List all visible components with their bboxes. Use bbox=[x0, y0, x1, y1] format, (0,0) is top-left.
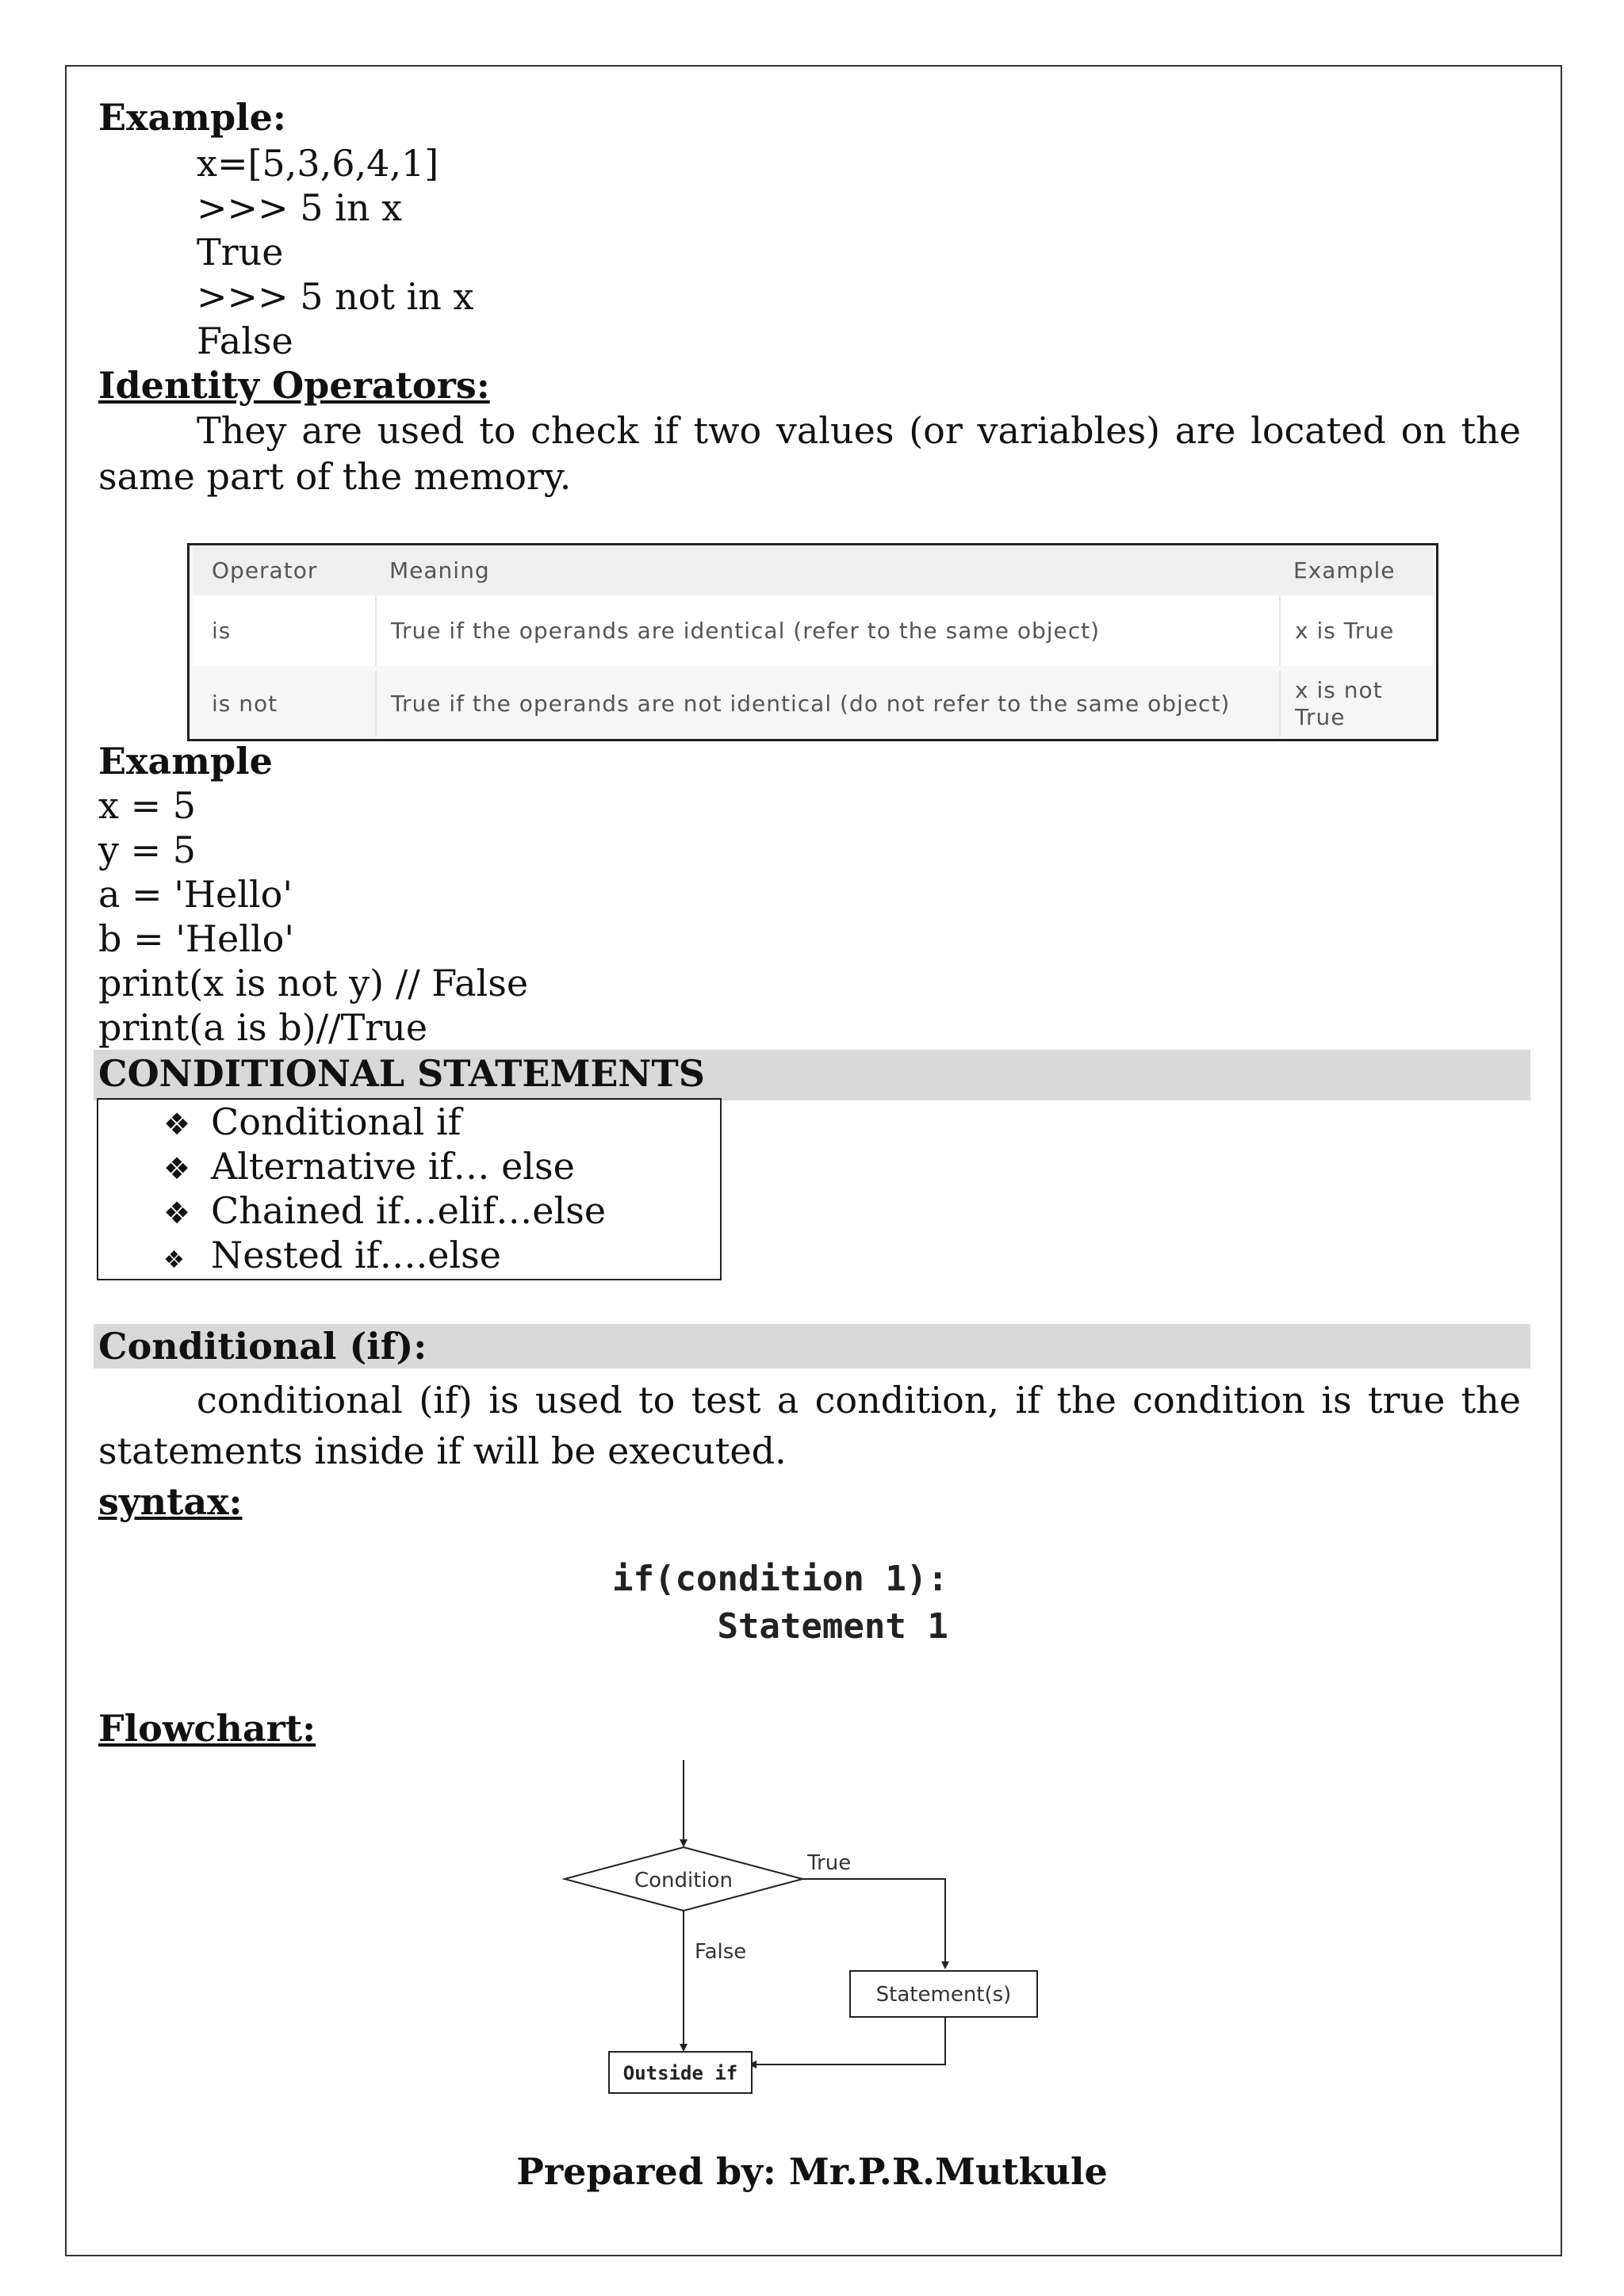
footer-credit: Prepared by: Mr.P.R.Mutkule bbox=[516, 2150, 1108, 2193]
conditional-types-list bbox=[97, 1098, 722, 1280]
diamond-bullet-icon: ❖ bbox=[163, 1196, 191, 1230]
code-line: True bbox=[197, 231, 284, 274]
code-line: >>> 5 not in x bbox=[197, 275, 474, 318]
code-line: print(a is b)//True bbox=[98, 1006, 428, 1049]
syntax-code-line: if(condition 1): bbox=[612, 1559, 948, 1599]
list-item: ❖ Alternative if… else bbox=[163, 1144, 575, 1191]
syntax-code-line: Statement 1 bbox=[612, 1606, 948, 1647]
true-label: True bbox=[807, 1851, 852, 1875]
example-heading: Example: bbox=[98, 96, 286, 139]
statement-label: Statement(s) bbox=[875, 1983, 1012, 2007]
table-cell: True if the operands are identical (refer to the same object) bbox=[391, 618, 1101, 644]
identity-heading: Identity Operators: bbox=[98, 364, 490, 407]
list-item: ❖ Conditional if bbox=[163, 1100, 462, 1146]
code-line: False bbox=[197, 320, 293, 362]
list-item: ❖ Nested if….else bbox=[163, 1233, 501, 1283]
table-cell: True if the operands are not identical (do not refer to the same object) bbox=[391, 691, 1231, 717]
table-header-cell: Meaning bbox=[389, 557, 490, 584]
code-line: x=[5,3,6,4,1] bbox=[197, 142, 439, 185]
flowchart-label: Flowchart: bbox=[98, 1707, 316, 1750]
code-line: b = 'Hello' bbox=[98, 917, 294, 960]
table-cell: is not bbox=[212, 691, 278, 717]
merge-arrow bbox=[750, 2017, 945, 2064]
table-cell: x is not True bbox=[1295, 677, 1383, 730]
code-line: a = 'Hello' bbox=[98, 873, 293, 916]
table-row bbox=[193, 671, 1433, 737]
syntax-label: syntax: bbox=[98, 1480, 243, 1523]
identity-description: They are used to check if two values (or variables) are located on the same part of the memory. bbox=[98, 409, 1521, 498]
example-heading: Example bbox=[98, 740, 273, 783]
condition-label: Condition bbox=[634, 1869, 733, 1892]
code-line: x = 5 bbox=[98, 784, 196, 827]
section-heading: Conditional (if): bbox=[98, 1325, 427, 1368]
if-flowchart bbox=[555, 1752, 1063, 2109]
code-line: >>> 5 in x bbox=[197, 186, 403, 229]
outside-if-label: Outside if bbox=[622, 2062, 738, 2084]
code-line: print(x is not y) // False bbox=[98, 962, 529, 1004]
identity-operators-table bbox=[187, 543, 1438, 741]
code-line: y = 5 bbox=[98, 828, 197, 871]
table-header-row bbox=[193, 547, 1433, 595]
true-branch-arrow bbox=[802, 1879, 945, 1968]
false-label: False bbox=[695, 1940, 747, 1964]
diamond-bullet-icon: ❖ bbox=[163, 1246, 185, 1274]
list-item: ❖ Chained if…elif…else bbox=[163, 1188, 606, 1235]
conditional-if-description: conditional (if) is used to test a condition, if the condition is true the statements inside if will be executed. bbox=[98, 1379, 1521, 1472]
diamond-bullet-icon: ❖ bbox=[163, 1107, 191, 1142]
table-header-cell: Example bbox=[1293, 557, 1396, 584]
table-cell: x is True bbox=[1295, 618, 1395, 644]
table-cell: is bbox=[212, 618, 232, 644]
diamond-bullet-icon: ❖ bbox=[163, 1151, 191, 1186]
section-heading: CONDITIONAL STATEMENTS bbox=[98, 1052, 705, 1095]
table-row bbox=[193, 596, 1433, 666]
table-header-cell: Operator bbox=[212, 557, 318, 584]
